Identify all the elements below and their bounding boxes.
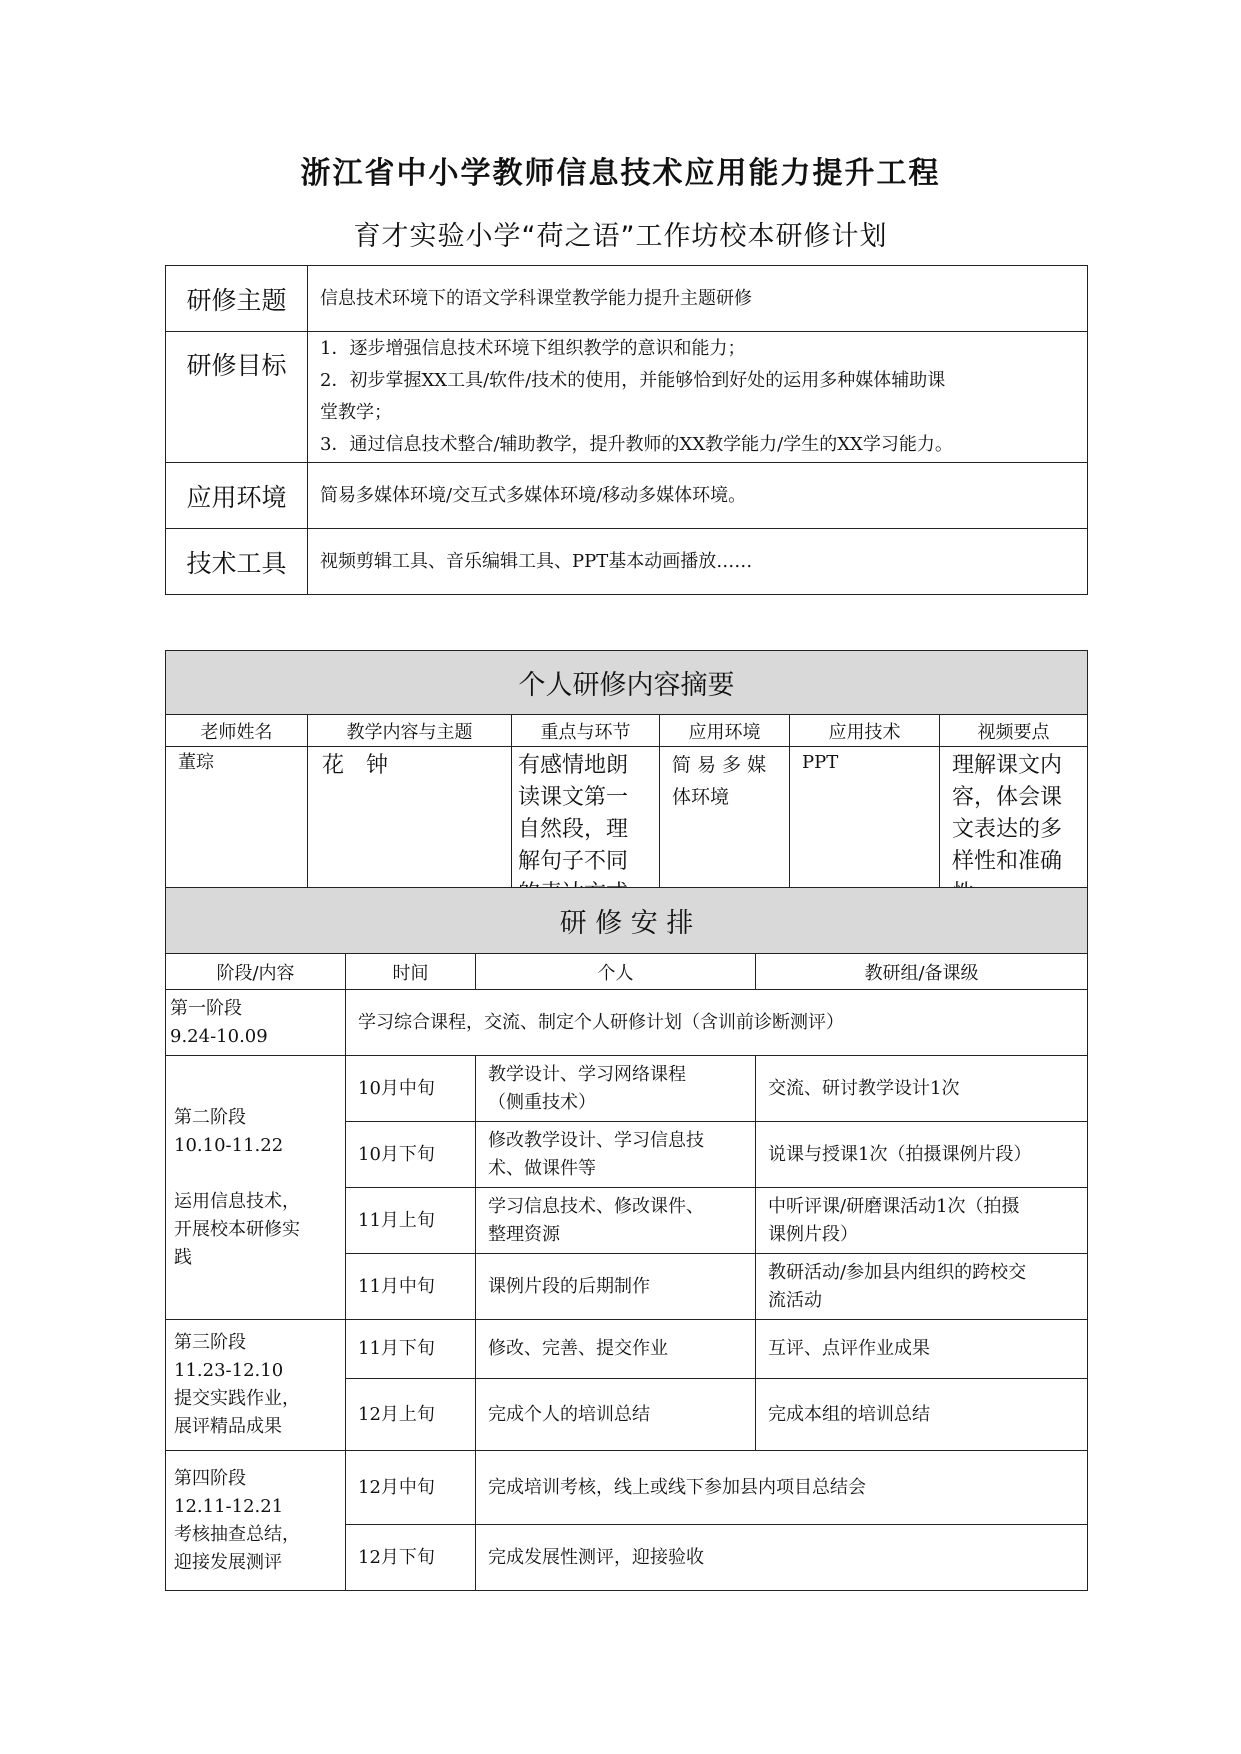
time-cell: 11月上旬: [346, 1188, 476, 1254]
env-line: 体环境: [672, 786, 730, 808]
goal-line: 3．通过信息技术整合/辅助教学，提升教师的XX教学能力/学生的XX学习能力。: [320, 434, 953, 455]
column-header: 教学内容与主题: [308, 715, 512, 747]
focus-line: 读课文第一: [518, 785, 629, 810]
cell-line: 修改教学设计、学习信息技: [488, 1129, 704, 1151]
teacher-name: 董琮: [166, 747, 308, 914]
column-header: 教研组/备课级: [756, 954, 1088, 990]
summary-section-title: 个人研修内容摘要: [166, 651, 1088, 715]
time-cell: 12月上旬: [346, 1379, 476, 1451]
goal-line: 2．初步掌握XX工具/软件/技术的使用，并能够恰到好处的运用多种媒体辅助课: [320, 370, 946, 391]
personal-cell: 修改、完善、提交作业: [476, 1320, 756, 1379]
stage-line: 第三阶段: [174, 1332, 246, 1353]
personal-cell: [476, 1254, 756, 1320]
time-cell: 11月下旬: [346, 1320, 476, 1379]
stage-line: 开展校本研修实: [174, 1218, 300, 1240]
document-subtitle: 育才实验小学“荷之语”工作坊校本研修计划: [353, 221, 888, 252]
time-cell: 12月下旬: [346, 1525, 476, 1591]
topic-row: [166, 266, 1088, 332]
stage-content: 完成发展性测评，迎接验收: [476, 1525, 1088, 1591]
column-header: 重点与环节: [512, 715, 660, 747]
stage-label: [166, 1320, 346, 1451]
environment-label: 应用环境: [166, 463, 308, 529]
tools-value: 视频剪辑工具、音乐编辑工具、PPT基本动画播放……: [308, 529, 1088, 595]
time-cell: 12月中旬: [346, 1451, 476, 1525]
video-line: 文表达的多: [952, 817, 1063, 842]
stage-line: 第一阶段: [170, 997, 242, 1019]
column-header: 应用技术: [790, 715, 940, 747]
stage-line: 运用信息技术，: [174, 1190, 300, 1212]
lesson-content: 花 钟: [308, 747, 512, 914]
group-cell: 互评、点评作业成果: [756, 1320, 1088, 1379]
stage-row: [166, 1056, 1088, 1122]
focus-line: 自然段，理: [518, 817, 629, 842]
group-cell: [756, 1188, 1088, 1254]
summary-header-row: [166, 715, 1088, 747]
column-header: 阶段/内容: [166, 954, 346, 990]
stage-content: 完成培训考核，线上或线下参加县内项目总结会: [476, 1451, 1088, 1525]
goals-value: [308, 332, 1088, 463]
stage-line: 迎接发展测评: [174, 1551, 282, 1573]
goals-label: 研修目标: [166, 332, 308, 463]
cell-line: 课例片段的后期制作: [488, 1275, 650, 1297]
tools-label: 技术工具: [166, 529, 308, 595]
cell-line: 术、做课件等: [488, 1157, 596, 1179]
stage-label: [166, 990, 346, 1056]
env-line: 简 易 多 媒: [672, 754, 767, 776]
stage-line: 第四阶段: [174, 1467, 246, 1489]
stage-line: 9.24-10.09: [170, 1025, 268, 1047]
cell-line: 课例片段）: [768, 1223, 858, 1245]
cell-line: 教学设计、学习网络课程: [488, 1063, 686, 1085]
stage-line: 12.11-12.21: [174, 1495, 284, 1517]
column-header: 老师姓名: [166, 715, 308, 747]
goals-row: [166, 332, 1088, 463]
stage-row: [166, 990, 1088, 1056]
stage-row: [166, 1451, 1088, 1525]
tools-row: [166, 529, 1088, 595]
video-line: 样性和准确: [952, 849, 1063, 874]
tech-cell: PPT: [790, 747, 940, 914]
topic-label: 研修主题: [166, 266, 308, 332]
document-title: 浙江省中小学教师信息技术应用能力提升工程: [300, 156, 941, 191]
stage-line: 展评精品成果: [174, 1416, 282, 1437]
topic-value: 信息技术环境下的语文学科课堂教学能力提升主题研修: [308, 266, 1088, 332]
video-line: 容，体会课: [952, 785, 1063, 810]
personal-cell: [476, 1122, 756, 1188]
group-cell: [756, 1254, 1088, 1320]
cell-line: 说课与授课1次（拍摄课例片段）: [768, 1143, 1032, 1165]
stage-line: 10.10-11.22: [174, 1134, 284, 1156]
goal-line: 堂教学；: [320, 402, 392, 423]
stage-label: [166, 1056, 346, 1320]
time-cell: 11月中旬: [346, 1254, 476, 1320]
cell-line: 流活动: [768, 1289, 822, 1311]
goal-line: 1．逐步增强信息技术环境下组织教学的意识和能力；: [320, 338, 746, 359]
column-header: 应用环境: [660, 715, 790, 747]
focus-line: 解句子不同: [518, 849, 629, 874]
stage-line: 践: [174, 1246, 192, 1268]
group-cell: 完成本组的培训总结: [756, 1379, 1088, 1451]
group-cell: [756, 1056, 1088, 1122]
focus-line: 有感情地朗: [518, 753, 629, 778]
stage-line: 提交实践作业，: [174, 1388, 300, 1409]
environment-row: [166, 463, 1088, 529]
time-cell: 10月中旬: [346, 1056, 476, 1122]
schedule-section-title: 研 修 安 排: [166, 888, 1088, 954]
column-header: 视频要点: [940, 715, 1088, 747]
schedule-header-row: [166, 954, 1088, 990]
stage-row: [166, 1320, 1088, 1379]
cell-line: 交流、研讨教学设计1次: [768, 1077, 960, 1099]
stage-spacer: [174, 1160, 337, 1188]
cell-line: 整理资源: [488, 1223, 560, 1245]
cell-line: 教研活动/参加县内组织的跨校交: [768, 1261, 1027, 1283]
stage-label: [166, 1451, 346, 1591]
stage-line: 第二阶段: [174, 1106, 246, 1128]
overview-table: [165, 265, 1088, 595]
personal-cell: [476, 1056, 756, 1122]
stage-content: 学习综合课程，交流、制定个人研修计划（含训前诊断测评）: [346, 990, 1088, 1056]
cell-line: 学习信息技术、修改课件、: [488, 1195, 704, 1217]
cell-line: （侧重技术）: [488, 1091, 596, 1113]
personal-cell: 完成个人的培训总结: [476, 1379, 756, 1451]
time-cell: 10月下旬: [346, 1122, 476, 1188]
stage-line: 11.23-12.10: [174, 1360, 284, 1381]
column-header: 时间: [346, 954, 476, 990]
schedule-table: [165, 887, 1088, 1591]
group-cell: [756, 1122, 1088, 1188]
personal-cell: [476, 1188, 756, 1254]
column-header: 个人: [476, 954, 756, 990]
environment-value: 简易多媒体环境/交互式多媒体环境/移动多媒体环境。: [308, 463, 1088, 529]
stage-line: 考核抽查总结，: [174, 1523, 300, 1545]
video-line: 理解课文内: [952, 753, 1063, 778]
cell-line: 中听评课/研磨课活动1次（拍摄: [768, 1195, 1020, 1217]
